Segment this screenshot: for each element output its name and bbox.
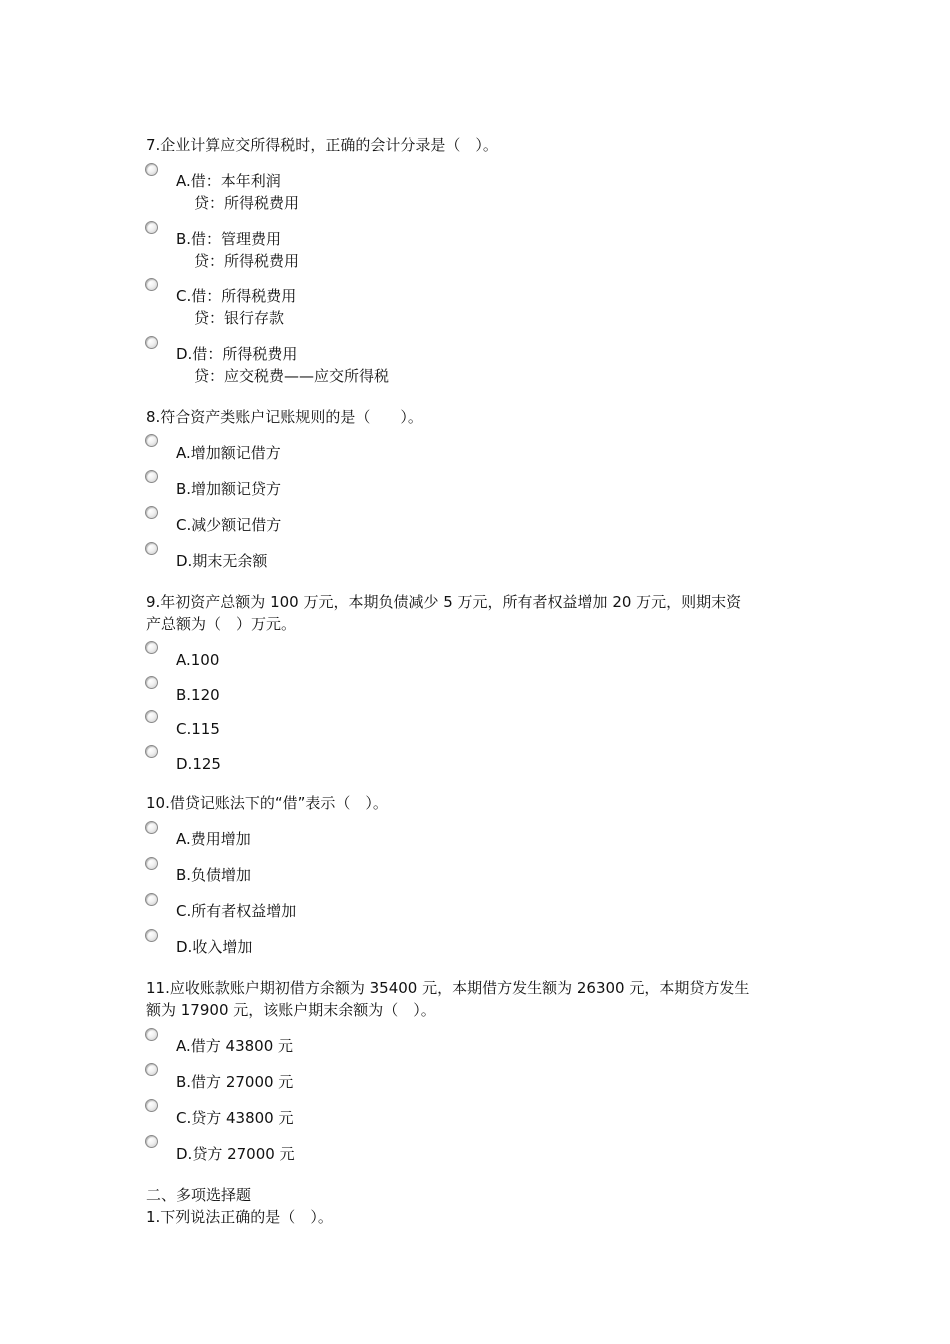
q10-option-d: D.收入增加 bbox=[176, 938, 253, 956]
question-10-text: 10.借贷记账法下的“借”表示（ ）。 bbox=[146, 794, 388, 812]
q7-option-a-radio[interactable] bbox=[145, 163, 158, 176]
q9-option-d-radio[interactable] bbox=[145, 745, 158, 758]
section-2-question-1-text: 1.下列说法正确的是（ ）。 bbox=[146, 1208, 333, 1226]
q7-option-b-line2: 贷：所得税费用 bbox=[194, 252, 300, 270]
q9-option-c: C.115 bbox=[176, 720, 220, 738]
question-11-text-line2: 额为 17900 元，该账户期末余额为（ ）。 bbox=[146, 1001, 436, 1019]
q8-option-b: B.增加额记贷方 bbox=[176, 480, 282, 498]
q8-option-a: A.增加额记借方 bbox=[176, 444, 281, 462]
q10-option-b-radio[interactable] bbox=[145, 857, 158, 870]
q8-option-b-radio[interactable] bbox=[145, 470, 158, 483]
q10-option-c-radio[interactable] bbox=[145, 893, 158, 906]
q11-option-d-radio[interactable] bbox=[145, 1135, 158, 1148]
q10-option-b: B.负债增加 bbox=[176, 866, 252, 884]
q9-option-a-radio[interactable] bbox=[145, 641, 158, 654]
q8-option-d-radio[interactable] bbox=[145, 542, 158, 555]
q8-option-c: C.减少额记借方 bbox=[176, 516, 282, 534]
question-11-text-line1: 11.应收账款账户期初借方余额为 35400 元，本期借方发生额为 26300 元，本期贷方发生 bbox=[146, 979, 750, 997]
question-8-text: 8.符合资产类账户记账规则的是（ ）。 bbox=[146, 408, 423, 426]
q11-option-a: A.借方 43800 元 bbox=[176, 1037, 294, 1055]
q9-option-d: D.125 bbox=[176, 755, 221, 773]
q8-option-a-radio[interactable] bbox=[145, 434, 158, 447]
q7-option-a-line1: A.借：本年利润 bbox=[176, 172, 281, 190]
q11-option-b: B.借方 27000 元 bbox=[176, 1073, 294, 1091]
q7-option-c-line2: 贷：银行存款 bbox=[194, 309, 285, 327]
q7-option-c-line1: C.借：所得税费用 bbox=[176, 287, 297, 305]
q7-option-d-radio[interactable] bbox=[145, 336, 158, 349]
q11-option-a-radio[interactable] bbox=[145, 1028, 158, 1041]
q7-option-b-line1: B.借：管理费用 bbox=[176, 230, 282, 248]
q7-option-a-line2: 贷：所得税费用 bbox=[194, 194, 300, 212]
q10-option-d-radio[interactable] bbox=[145, 929, 158, 942]
q11-option-c-radio[interactable] bbox=[145, 1099, 158, 1112]
q7-option-b-radio[interactable] bbox=[145, 221, 158, 234]
q10-option-a-radio[interactable] bbox=[145, 821, 158, 834]
q7-option-c-radio[interactable] bbox=[145, 278, 158, 291]
q7-option-d-line1: D.借：所得税费用 bbox=[176, 345, 298, 363]
q11-option-c: C.贷方 43800 元 bbox=[176, 1109, 294, 1127]
q9-option-b-radio[interactable] bbox=[145, 676, 158, 689]
q10-option-a: A.费用增加 bbox=[176, 830, 251, 848]
question-7-text: 7.企业计算应交所得税时，正确的会计分录是（ ）。 bbox=[146, 136, 498, 154]
question-9-text-line1: 9.年初资产总额为 100 万元，本期负债减少 5 万元，所有者权益增加 20 万元，则期末资 bbox=[146, 593, 742, 611]
q11-option-b-radio[interactable] bbox=[145, 1063, 158, 1076]
q10-option-c: C.所有者权益增加 bbox=[176, 902, 297, 920]
question-9-text-line2: 产总额为（ ）万元。 bbox=[146, 615, 297, 633]
q8-option-d: D.期末无余额 bbox=[176, 552, 268, 570]
q7-option-d-line2: 贷：应交税费——应交所得税 bbox=[194, 367, 390, 385]
q8-option-c-radio[interactable] bbox=[145, 506, 158, 519]
q9-option-c-radio[interactable] bbox=[145, 710, 158, 723]
q9-option-b: B.120 bbox=[176, 686, 220, 704]
section-2-heading: 二、多项选择题 bbox=[146, 1186, 252, 1204]
q11-option-d: D.贷方 27000 元 bbox=[176, 1145, 295, 1163]
q9-option-a: A.100 bbox=[176, 651, 220, 669]
